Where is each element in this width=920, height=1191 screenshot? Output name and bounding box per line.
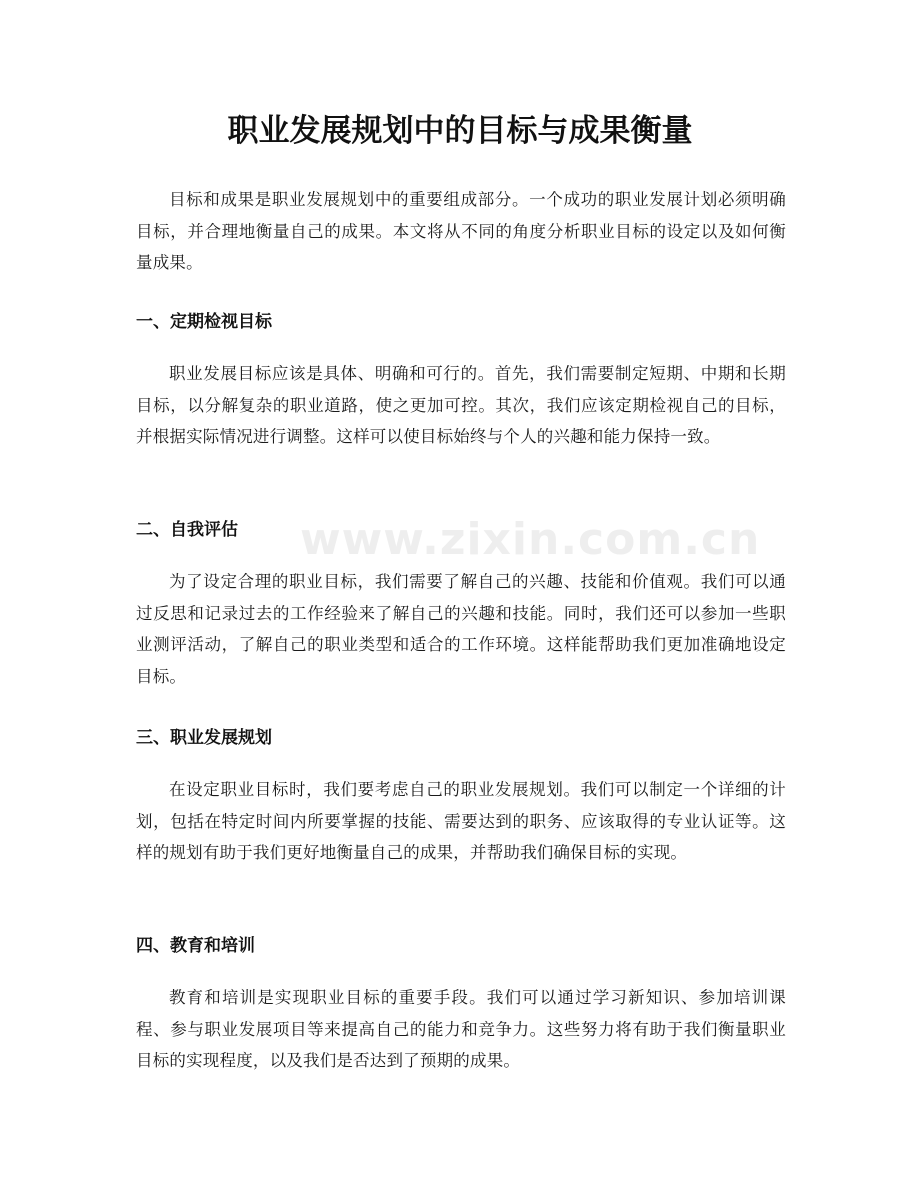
section-body-3: 在设定职业目标时，我们要考虑自己的职业发展规划。我们可以制定一个详细的计划，包括在特定时间内所要掌握的技能、需要达到的职务、应该取得的专业认证等。这样的规划有助于我们更好地衡量自己的成果，并帮助我们确保目标的实现。: [136, 780, 786, 862]
watermark-text: www.zixin.com.cn: [300, 514, 761, 565]
section-body-1: 职业发展目标应该是具体、明确和可行的。首先，我们需要制定短期、中期和长期目标，以分解复杂的职业道路，使之更加可控。其次，我们应该定期检视自己的目标，并根据实际情况进行调整。这样可以使目标始终与个人的兴趣和能力保持一致。: [136, 364, 786, 446]
page-title: 职业发展规划中的目标与成果衡量: [227, 113, 693, 149]
section-heading-3: 三、职业发展规划: [136, 728, 272, 748]
section-body-2: 为了设定合理的职业目标，我们需要了解自己的兴趣、技能和价值观。我们可以通过反思和记录过去的工作经验来了解自己的兴趣和技能。同时，我们还可以参加一些职业测评活动，了解自己的职业类型和适合的工作环境。这样能帮助我们更加准确地设定目标。: [136, 572, 786, 686]
intro-paragraph: 目标和成果是职业发展规划中的重要组成部分。一个成功的职业发展计划必须明确目标，并合理地衡量自己的成果。本文将从不同的角度分析职业目标的设定以及如何衡量成果。: [136, 190, 786, 272]
section-heading-2: 二、自我评估: [136, 520, 238, 540]
section-heading-1: 一、定期检视目标: [136, 312, 272, 332]
section-body-4: 教育和培训是实现职业目标的重要手段。我们可以通过学习新知识、参加培训课程、参与职业发展项目等来提高自己的能力和竞争力。这些努力将有助于我们衡量职业目标的实现程度，以及我们是否达到了预期的成果。: [136, 988, 786, 1070]
section-heading-4: 四、教育和培训: [136, 936, 255, 956]
